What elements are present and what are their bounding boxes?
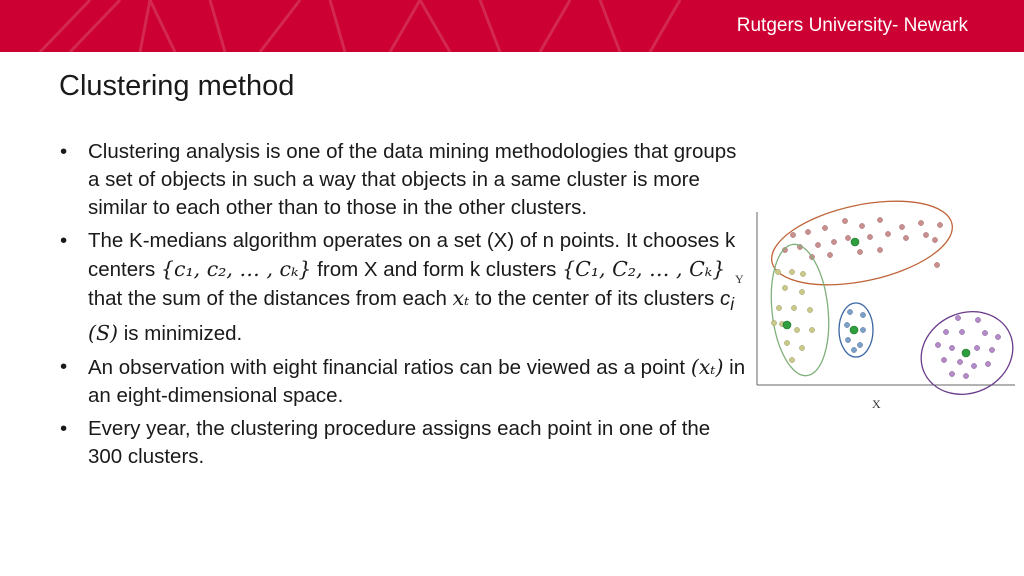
bullet-text: The K-medians algorithm operates on a set (X) of n points. It chooses k centers [88,229,736,281]
s-math: (S) [88,321,119,346]
xt-math: xₜ [452,286,470,310]
clusters-math: {C₁, C₂, … , Cₖ} [562,257,726,281]
slide-title: Clustering method [59,70,295,102]
centers-math: {c₁, c₂, … , cₖ} [160,257,312,281]
ci-symbol: c [719,287,731,310]
cluster-right [907,297,1020,409]
bullet-text: in an eight-dimensional space. [88,356,746,408]
cluster-middle [839,303,873,357]
ci-subscript: i [730,295,734,315]
cluster-scatter-figure [730,190,1020,420]
cluster-top-center [851,238,859,246]
cluster-right-center [962,349,970,357]
bullet-text: that the sum of the distances from each [88,287,453,310]
cluster-left-boundary [765,241,834,378]
bullet-yearly-assignment [58,415,748,471]
institution-name: Rutgers University- Newark [736,15,968,36]
bullet-text: Every year, the clustering procedure assigns each point in one of the 300 clusters. [88,417,711,469]
xt-math: (xₜ) [690,355,724,380]
bullet-k-medians [58,227,748,348]
bullet-list [58,138,748,476]
y-axis-label: Y [735,272,744,286]
x-axis-label: X [872,397,881,411]
cluster-middle-center [850,326,858,334]
cluster-left-center [783,321,791,329]
bullet-text: to the center of its clusters [469,287,720,310]
bullet-text: from X and form k clusters [311,258,563,281]
bullet-text: Clustering analysis is one of the data mining methodologies that groups a set of objects in such a way that objects in a same cluster is more similar to each other than to those in the other clusters. [88,140,737,219]
bullet-observation [58,353,748,410]
bullet-text: An observation with eight financial ratios can be viewed as a point [88,356,691,380]
bullet-clustering-definition [58,138,748,222]
cluster-left [765,241,834,378]
header-banner [0,0,1024,52]
bullet-text: is minimized. [118,322,243,346]
